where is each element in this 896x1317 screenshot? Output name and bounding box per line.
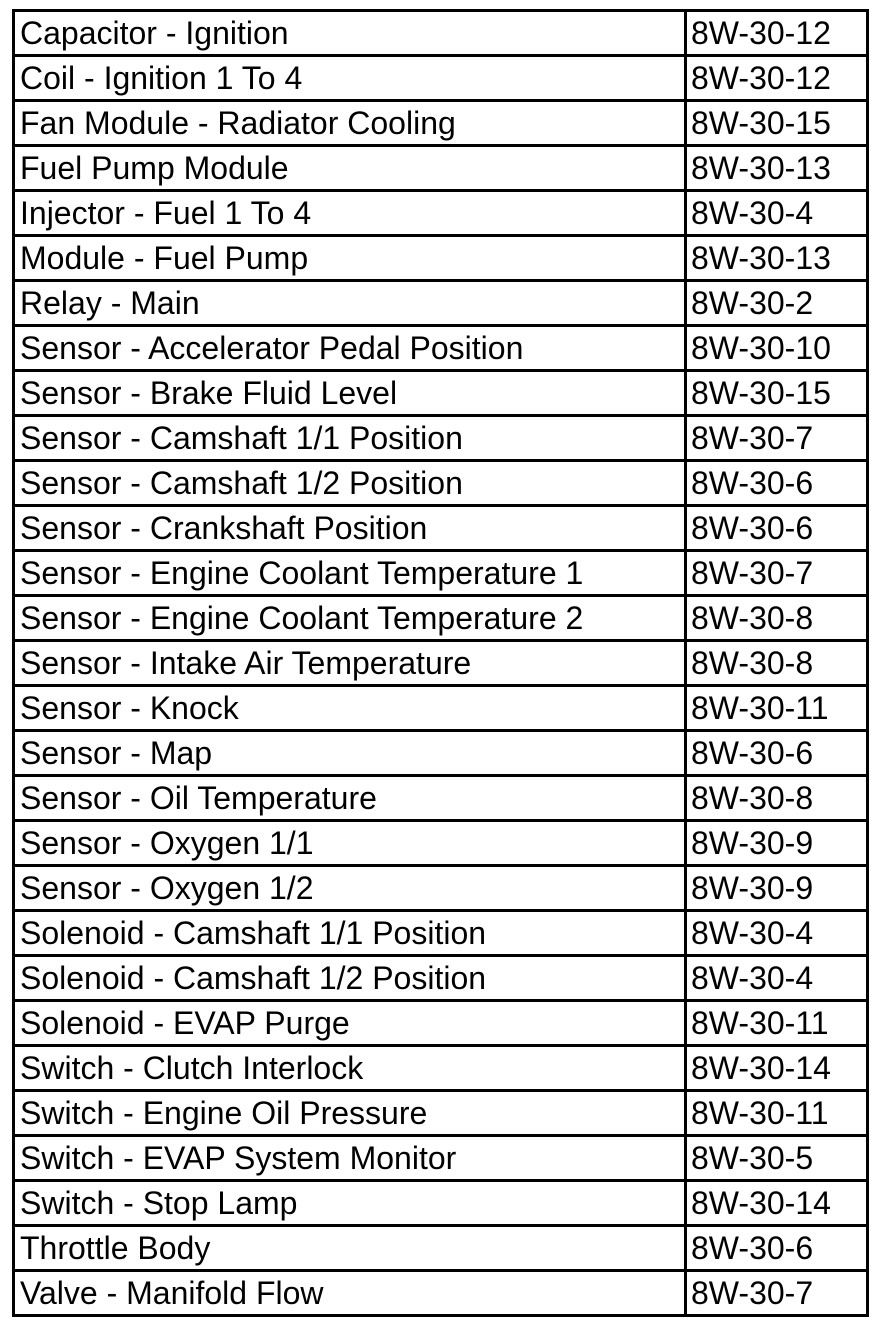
component-name: Solenoid - Camshaft 1/1 Position xyxy=(14,911,686,956)
page-reference: 8W-30-5 xyxy=(686,1136,868,1181)
component-name: Fan Module - Radiator Cooling xyxy=(14,101,686,146)
component-index-table xyxy=(12,9,869,1317)
page-reference: 8W-30-6 xyxy=(686,1226,868,1271)
page-reference: 8W-30-6 xyxy=(686,506,868,551)
table-row xyxy=(14,56,868,101)
table-row xyxy=(14,821,868,866)
table-row xyxy=(14,641,868,686)
page-reference: 8W-30-6 xyxy=(686,731,868,776)
component-name: Sensor - Map xyxy=(14,731,686,776)
table-row xyxy=(14,101,868,146)
table-row xyxy=(14,1136,868,1181)
component-name: Solenoid - EVAP Purge xyxy=(14,1001,686,1046)
page-reference: 8W-30-12 xyxy=(686,56,868,101)
table-row xyxy=(14,1271,868,1316)
page-reference: 8W-30-11 xyxy=(686,1001,868,1046)
component-name: Sensor - Brake Fluid Level xyxy=(14,371,686,416)
component-name: Switch - Engine Oil Pressure xyxy=(14,1091,686,1136)
component-name: Sensor - Accelerator Pedal Position xyxy=(14,326,686,371)
page-reference: 8W-30-4 xyxy=(686,956,868,1001)
page-reference: 8W-30-7 xyxy=(686,1271,868,1316)
page-reference: 8W-30-10 xyxy=(686,326,868,371)
component-name: Sensor - Knock xyxy=(14,686,686,731)
table-row xyxy=(14,1046,868,1091)
table-row xyxy=(14,1091,868,1136)
component-name: Coil - Ignition 1 To 4 xyxy=(14,56,686,101)
page-reference: 8W-30-4 xyxy=(686,911,868,956)
page-reference: 8W-30-8 xyxy=(686,596,868,641)
page-reference: 8W-30-11 xyxy=(686,686,868,731)
page-reference: 8W-30-8 xyxy=(686,776,868,821)
page-reference: 8W-30-13 xyxy=(686,236,868,281)
table-row xyxy=(14,686,868,731)
table-row xyxy=(14,731,868,776)
page-reference: 8W-30-9 xyxy=(686,821,868,866)
component-name: Sensor - Oil Temperature xyxy=(14,776,686,821)
page-reference: 8W-30-13 xyxy=(686,146,868,191)
component-name: Solenoid - Camshaft 1/2 Position xyxy=(14,956,686,1001)
component-index-body xyxy=(14,11,868,1316)
page-reference: 8W-30-14 xyxy=(686,1046,868,1091)
page-reference: 8W-30-15 xyxy=(686,101,868,146)
table-row xyxy=(14,1001,868,1046)
table-row xyxy=(14,11,868,56)
page-reference: 8W-30-14 xyxy=(686,1181,868,1226)
component-name: Capacitor - Ignition xyxy=(14,11,686,56)
table-row xyxy=(14,236,868,281)
component-name: Relay - Main xyxy=(14,281,686,326)
table-row xyxy=(14,551,868,596)
component-name: Sensor - Engine Coolant Temperature 1 xyxy=(14,551,686,596)
table-row xyxy=(14,371,868,416)
page-reference: 8W-30-8 xyxy=(686,641,868,686)
component-name: Sensor - Oxygen 1/1 xyxy=(14,821,686,866)
table-row xyxy=(14,506,868,551)
component-name: Module - Fuel Pump xyxy=(14,236,686,281)
component-name: Valve - Manifold Flow xyxy=(14,1271,686,1316)
table-row xyxy=(14,281,868,326)
page-reference: 8W-30-7 xyxy=(686,416,868,461)
component-name: Sensor - Oxygen 1/2 xyxy=(14,866,686,911)
table-row xyxy=(14,866,868,911)
component-name: Injector - Fuel 1 To 4 xyxy=(14,191,686,236)
page-reference: 8W-30-6 xyxy=(686,461,868,506)
page-reference: 8W-30-4 xyxy=(686,191,868,236)
page-reference: 8W-30-12 xyxy=(686,11,868,56)
component-name: Throttle Body xyxy=(14,1226,686,1271)
page-reference: 8W-30-7 xyxy=(686,551,868,596)
component-name: Switch - Clutch Interlock xyxy=(14,1046,686,1091)
component-name: Sensor - Intake Air Temperature xyxy=(14,641,686,686)
table-row xyxy=(14,911,868,956)
table-row xyxy=(14,416,868,461)
table-row xyxy=(14,596,868,641)
page-reference: 8W-30-9 xyxy=(686,866,868,911)
table-row xyxy=(14,776,868,821)
component-name: Sensor - Engine Coolant Temperature 2 xyxy=(14,596,686,641)
table-row xyxy=(14,326,868,371)
table-row xyxy=(14,191,868,236)
component-name: Sensor - Camshaft 1/1 Position xyxy=(14,416,686,461)
table-row xyxy=(14,461,868,506)
table-row xyxy=(14,1226,868,1271)
table-row xyxy=(14,1181,868,1226)
component-name: Sensor - Crankshaft Position xyxy=(14,506,686,551)
page-reference: 8W-30-15 xyxy=(686,371,868,416)
component-name: Switch - Stop Lamp xyxy=(14,1181,686,1226)
table-row xyxy=(14,146,868,191)
table-row xyxy=(14,956,868,1001)
page-reference: 8W-30-11 xyxy=(686,1091,868,1136)
component-name: Switch - EVAP System Monitor xyxy=(14,1136,686,1181)
component-name: Fuel Pump Module xyxy=(14,146,686,191)
component-name: Sensor - Camshaft 1/2 Position xyxy=(14,461,686,506)
page-reference: 8W-30-2 xyxy=(686,281,868,326)
